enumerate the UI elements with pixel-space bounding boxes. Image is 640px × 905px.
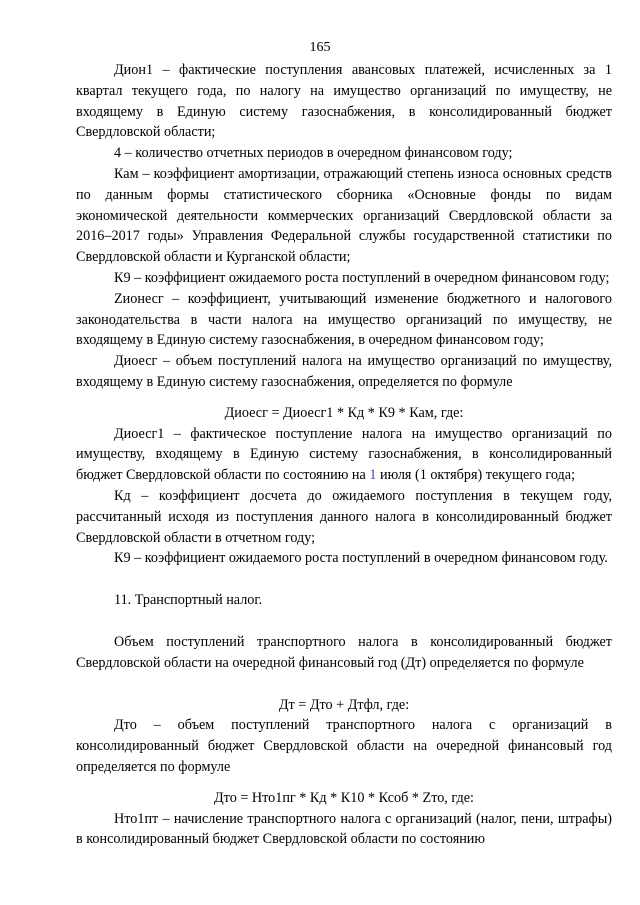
section-heading-transport-tax: 11. Транспортный налог. (114, 592, 263, 609)
paragraph-zionesg: Zионесг – коэффициент, учитывающий изменение бюджетного и налогового законодательства в части налога на имущество организаций по имуществу, не входящему в Единую систему газоснабжения, в очередном финансовом году; (76, 290, 612, 349)
paragraph-dion1: Дион1 – фактические поступления авансовых платежей, исчисленных за 1 квартал текущего года, по налогу на имущество организаций по имуществу, не входящему в Единую систему газоснабжения, в консолидированный бюджет Свердловской области; (76, 62, 612, 141)
paragraph-k9-repeat: К9 – коэффициент ожидаемого роста поступлений в очередном финансовом году. (114, 550, 608, 567)
document-body (76, 60, 612, 850)
paragraph-reporting-periods: 4 – количество отчетных периодов в очередном финансовом году; (114, 145, 513, 162)
paragraph-k9: К9 – коэффициент ожидаемого роста поступлений в очередном финансовом году; (114, 269, 610, 286)
formula-dt: Дт = Дто + Дтфл, где: (278, 696, 410, 713)
page-number: 165 (309, 40, 331, 55)
dioesg1-text-end: июля (1 октября) текущего года; (376, 467, 576, 484)
formula-dioesg: Диоесг = Диоесг1 * Кд * К9 * Кам, где: (224, 404, 464, 421)
highlighted-number: 1 (369, 467, 377, 484)
formula-dto: Дто = Нто1пг * Кд * К10 * Ксоб * Zто, где: (214, 789, 474, 806)
paragraph-kam: Кам – коэффициент амортизации, отражающий степень износа основных средств по данным формы статистического сборника «Основные фонды по видам экономической деятельности коммерческих организаций Свердловской области за 2016–2017 годы» Управления Федеральной службы государственной статистики по Свердловской области и Курганской области; (76, 165, 612, 266)
paragraph-kd: Кд – коэффициент досчета до ожидаемого поступления в текущем году, рассчитанный исходя из поступления данного налога в консолидированный бюджет Свердловской области в отчетном году; (76, 487, 612, 546)
paragraph-dioesg: Диоесг – объем поступлений налога на имущество организаций по имуществу, входящему в Единую систему газоснабжения, определяется по формуле (76, 353, 612, 390)
paragraph-transport-tax-volume: Объем поступлений транспортного налога в консолидированный бюджет Свердловской области на очередной финансовый год (Дт) определяется по формуле (76, 633, 612, 671)
paragraph-dioesg1 (76, 424, 612, 486)
paragraph-nto1pt: Нто1пт – начисление транспортного налога с организаций (налог, пени, штрафы) в консолидированный бюджет Свердловской области по состоянию (76, 810, 612, 848)
paragraph-dto: Дто – объем поступлений транспортного налога с организаций в консолидированный бюджет Свердловской области на очередной финансовый год определяется по формуле (76, 717, 612, 775)
dioesg1-text-start: Диоесг1 – фактическое поступление налога на имущество организаций по имуществу, входящему в Единую систему газоснабжения, в консолидированный бюджет Свердловской области по состоянию на (76, 425, 612, 484)
